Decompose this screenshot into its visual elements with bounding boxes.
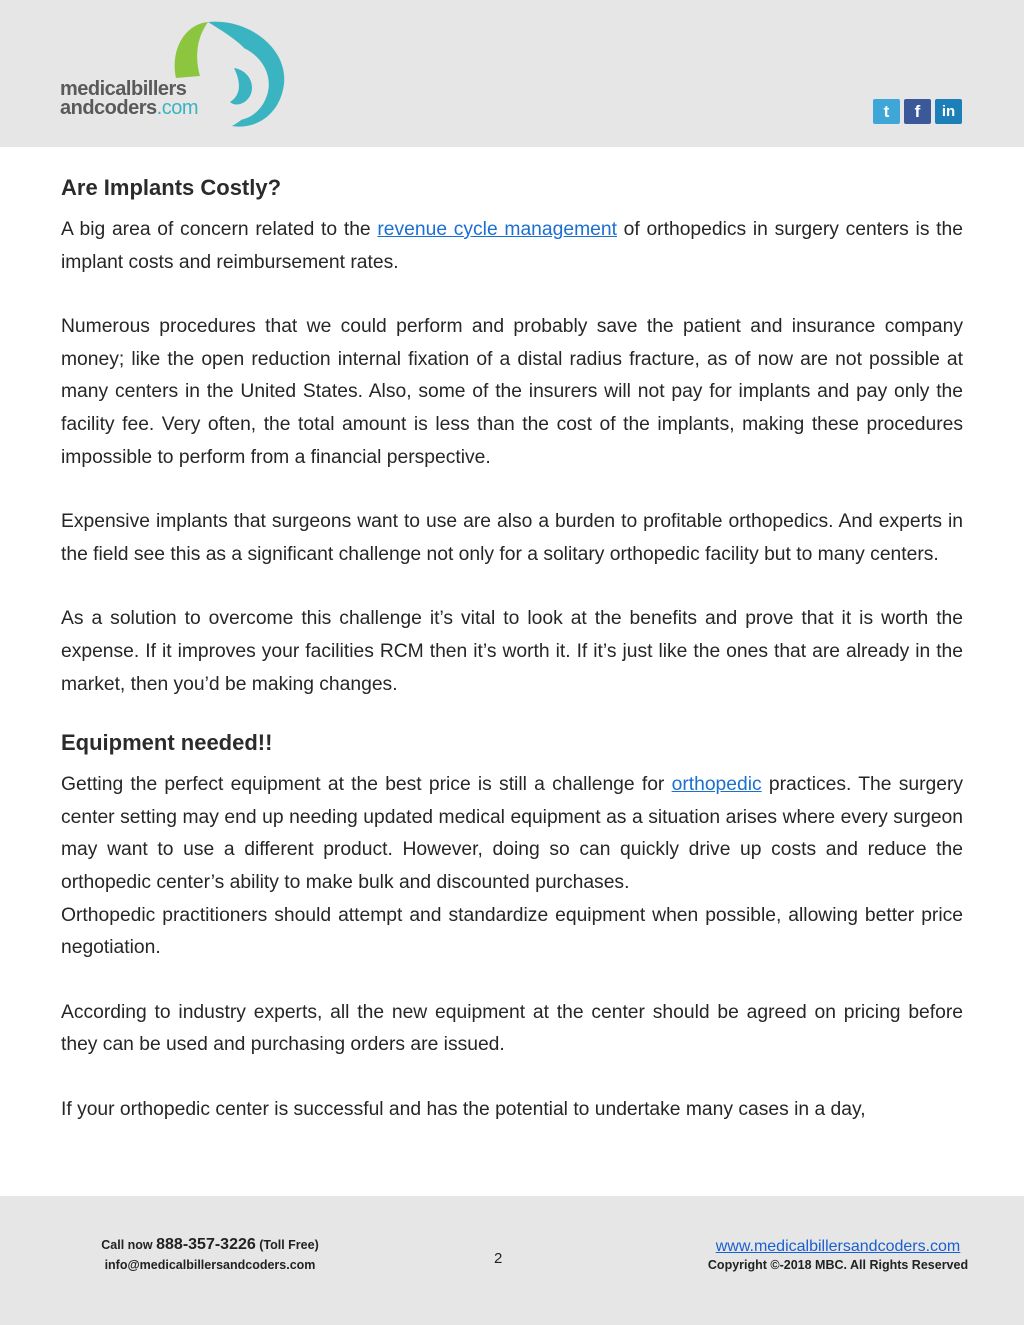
heading-are-implants-costly: Are Implants Costly? [61, 175, 282, 200]
page-footer [0, 1196, 1024, 1325]
footer-contact [80, 1236, 340, 1272]
article-body [61, 168, 963, 1126]
website-link[interactable]: www.medicalbillersandcoders.com [715, 1238, 961, 1255]
footer-site [690, 1238, 986, 1272]
social-links [873, 99, 962, 124]
link-orthopedic[interactable]: orthopedic [671, 774, 762, 796]
logo-wordmark [60, 80, 198, 118]
text-span: A big area of concern related to the [61, 219, 378, 240]
logo-line2 [60, 99, 198, 118]
page-number: 2 [494, 1250, 503, 1267]
paragraph: According to industry experts, all the new equipment at the center should be agreed on pricing before they can be used and purchasing orders are issued. [61, 1001, 963, 1056]
paragraph: If your orthopedic center is successful and has the potential to undertake many cases in a day, [61, 1098, 866, 1120]
paragraph [61, 769, 963, 899]
text-span: Getting the perfect equipment at the best price is still a challenge for [61, 774, 672, 796]
copyright: Copyright ©-2018 MBC. All Rights Reserved [707, 1258, 969, 1272]
toll-free-label: (Toll Free) [255, 1238, 319, 1252]
call-label: Call now [101, 1238, 157, 1252]
paragraph: As a solution to overcome this challenge it’s vital to look at the benefits and prove that it is worth the expense. If it improves your facilities RCM then it’s worth it. If it’s just like the ones that are already in the market, then you’d be making changes. [61, 608, 963, 695]
logo-line2-suffix: .com [156, 97, 198, 119]
link-revenue-cycle-management[interactable]: revenue cycle management [377, 219, 617, 240]
paragraph [61, 214, 963, 279]
linkedin-icon[interactable]: in [935, 99, 962, 124]
logo-line2-main: andcoders [60, 97, 157, 119]
paragraph: Expensive implants that surgeons want to use are also a burden to profitable orthopedics. And experts in the field see this as a significant challenge not only for a solitary orthopedic facility but to many centers. [61, 511, 963, 565]
heading-equipment-needed: Equipment needed!! [61, 730, 273, 756]
paragraph: Orthopedic practitioners should attempt and standardize equipment when possible, allowing better price negotiation. [61, 904, 963, 959]
phone-number[interactable]: 888-357-3226 [156, 1236, 256, 1253]
logo-line1: medicalbillers [60, 78, 187, 100]
facebook-icon[interactable]: f [904, 99, 931, 124]
paragraph: Numerous procedures that we could perform and probably save the patient and insurance company money; like the open reduction internal fixation of a distal radius fracture, as of now are not possible at many centers in the United States. Also, some of the insurers will not pay for implants and pay only the facility fee. Very often, the total amount is less than the cost of the implants, making these procedures impossible to perform from a financial perspective. [61, 316, 963, 468]
footer-email[interactable]: info@medicalbillersandcoders.com [104, 1258, 316, 1272]
company-logo[interactable] [58, 18, 298, 133]
footer-phone-line [80, 1236, 340, 1254]
page-header [0, 0, 1024, 147]
twitter-icon[interactable]: t [873, 99, 900, 124]
text-span: practices. The surgery center setting may end up needing updated medical equipment as a situation arises where every surgeon may want to use a different product. However, doing so can quickly drive up costs and reduce the orthopedic center’s ability to make bulk and discounted purchases. [61, 774, 964, 893]
text-span: of orthopedics in surgery centers is the implant costs and reimbursement rates. [61, 219, 963, 273]
